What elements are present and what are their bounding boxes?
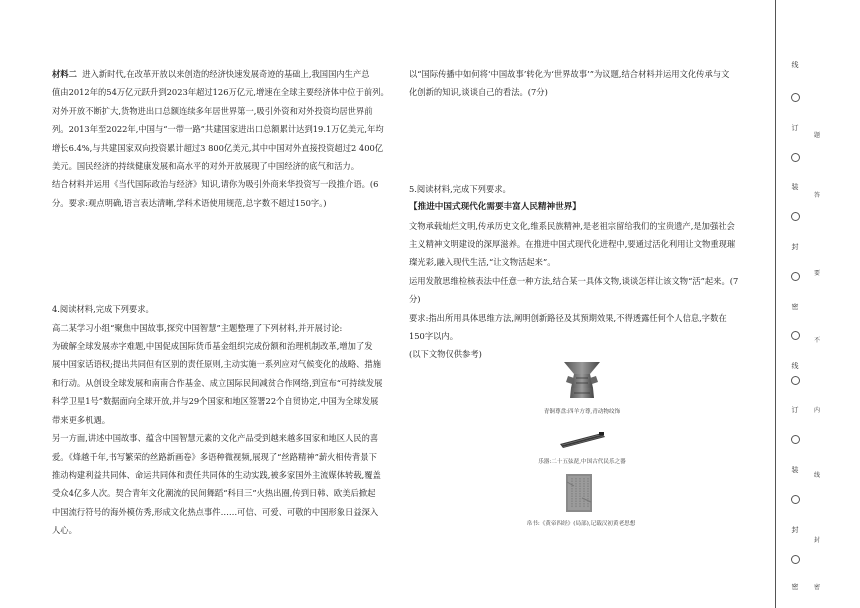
answer-space-1[interactable] — [52, 212, 397, 300]
binding-circle-4 — [791, 272, 800, 281]
q4-paragraph2-line2: 爱。《烽越千年,书写繁荣的丝路新画卷》多语种微视频,展现了“丝路精神”薪火相传背景下 — [52, 451, 377, 462]
material-two-line-6: 美元。国民经济的持续健康发展和高水平的对外开放展现了中国经济的底气和活力。 — [52, 161, 359, 172]
right-column — [409, 65, 759, 364]
material-two-question-1: 结合材料并运用《当代国际政治与经济》知识,请你为吸引外商来华投资写一段推介语。(6 — [52, 179, 379, 190]
binding-label-6: 线 — [813, 472, 820, 479]
question-4-title: 4.阅读材料,完成下列要求。 — [52, 304, 154, 315]
binding-mark-8: 装 — [791, 466, 799, 474]
q5-requirement-line1: 运用发散思维检核表法中任意一种方法,结合某一具体文物,谈谈怎样让该文物“活”起来。(7 — [409, 275, 739, 286]
zither-caption: 乐器:二十五弦琵,中国古代民乐之器 — [538, 459, 626, 465]
q4-paragraph2-line4: 受众4亿多人次。契合青年文化潮流的民间舞蹈“科目三”火热出圈,传到日韩、欧美后掀起 — [52, 488, 376, 499]
binding-circle-6 — [791, 376, 800, 385]
binding-mark-2: 订 — [791, 124, 799, 132]
q5-paragraph-line2: 主义精神文明建设的深厚滋养。在推进中国式现代化进程中,要通过活化利用让文物重现璀 — [409, 239, 736, 250]
binding-mark-5: 密 — [791, 303, 799, 311]
bronze-zun-caption: 青铜尊盘:四羊方尊,青动物纹饰 — [543, 409, 621, 415]
binding-line — [775, 0, 776, 608]
bronze-zun-image — [560, 358, 604, 402]
binding-mark-1: 线 — [791, 61, 799, 69]
q4-paragraph1-line2: 展中国家话语权;提出共同但有区别的责任原则,主动实施一系列应对气候变化的战略、措施 — [52, 359, 382, 370]
binding-circle-5 — [791, 331, 800, 340]
binding-circle-2 — [791, 153, 800, 162]
left-column — [52, 65, 397, 540]
q4-paragraph2-line5: 中国流行符号的海外模仿秀,形成文化热点事件……可信、可爱、可敬的中国形象日益深入 — [52, 506, 379, 517]
binding-label-7: 封 — [813, 537, 820, 544]
question-4-intro: 高二某学习小组“聚焦中国故事,探究中国智慧”主题整理了下列材料,并开展讨论: — [52, 322, 343, 333]
material-two-question-2: 分。要求:观点明确,语言表达清晰,学科术语使用规范,总字数不超过150字。) — [52, 197, 327, 208]
question-5-title: 5.阅读材料,完成下列要求。 — [409, 183, 511, 194]
q4-task-line1: 以“国际传播中如何将‘中国故事’转化为‘世界故事’”为议题,结合材料并运用文化传承与文 — [409, 69, 730, 79]
binding-mark-10: 密 — [791, 583, 799, 591]
binding-circle-7 — [791, 435, 800, 444]
zither-image — [557, 428, 607, 450]
binding-mark-3: 装 — [791, 183, 799, 191]
q5-paragraph-line1: 文物承载灿烂文明,传承历史文化,维系民族精神,是老祖宗留给我们的宝贵遗产,是加强社会 — [409, 220, 735, 231]
silk-manuscript-caption: 帛书:《黄帝四经》(局部),记载汉初黄老思想 — [526, 521, 636, 527]
q5-paragraph-line3: 璨光彩,融入现代生活,“让文物活起来”。 — [409, 257, 556, 268]
binding-mark-7: 订 — [791, 406, 799, 414]
q4-paragraph1-line3: 和行动。从创设全球发展和南南合作基金、成立国际民间减贫合作网络,到宣布“可持续发展 — [52, 377, 383, 388]
material-two-line-3: 对外开放不断扩大,货物进出口总额连续多年居世界第一,吸引外资和对外投资均居世界前 — [52, 105, 373, 116]
q4-paragraph1-line1: 为破解全球发展赤字难题,中国促成国际货币基金组织完成份额和治理机制改革,增加了发 — [52, 341, 373, 352]
binding-circle-1 — [791, 93, 800, 102]
material-two-line-1: 材料二 进入新时代,在改革开放以来创造的经济快速发展奇迹的基础上,我国国内生产总 — [52, 69, 370, 79]
q5-requirement-line2: 分) — [409, 294, 421, 305]
q4-task-line2: 化创新的知识,谈谈自己的看法。(7分) — [409, 87, 548, 98]
binding-label-2: 答 — [813, 192, 820, 199]
answer-space-2[interactable] — [409, 102, 759, 180]
binding-circle-8 — [791, 495, 800, 504]
question-5-heading: 【推进中国式现代化需要丰富人民精神世界】 — [409, 202, 581, 213]
q5-requirement-line4: 150字以内。 — [409, 331, 459, 342]
binding-circle-3 — [791, 212, 800, 221]
binding-mark-9: 封 — [791, 526, 799, 534]
q4-paragraph1-line5: 带来更多机遇。 — [52, 414, 111, 425]
binding-label-1: 题 — [813, 132, 820, 139]
binding-label-4: 不 — [813, 337, 820, 344]
material-two-label: 材料二 — [52, 69, 77, 79]
binding-mark-6: 线 — [791, 362, 799, 370]
q4-paragraph2-line1: 另一方面,讲述中国故事、蕴含中国智慧元素的文化产品受到越来越多国家和地区人民的喜 — [52, 433, 379, 444]
material-two-line-5: 增长6.4%,与共建国家双向投资累计超过3 800亿美元,其中中国对外直接投资超过2 400亿 — [52, 142, 384, 153]
q5-requirement-line3: 要求:指出所用具体思维方法,阐明创新路径及其预期效果,不得透露任何个人信息,字数在 — [409, 312, 727, 323]
silk-manuscript-image — [564, 472, 594, 514]
material-two-line-4: 列。2013年至2022年,中国与“一带一路”共建国家进出口总额累计达到19.1万亿美元,年均 — [52, 124, 384, 135]
q4-paragraph2-line6: 人心。 — [52, 525, 77, 536]
binding-circle-9 — [791, 555, 800, 564]
q5-reference-note: (以下文物仅供参考) — [409, 349, 482, 360]
binding-label-8: 密 — [813, 584, 820, 591]
q4-paragraph2-line3: 推动构建利益共同体、命运共同体和责任共同体的生动实践,被多家国外主流媒体转载,覆盖 — [52, 469, 381, 480]
material-two-line-2: 值由2012年的54万亿元跃升到2023年超过126万亿元,增速在全球主要经济体中位于前列。 — [52, 87, 389, 98]
binding-mark-4: 封 — [791, 243, 799, 251]
binding-label-5: 内 — [813, 407, 820, 414]
binding-label-3: 要 — [813, 270, 820, 277]
q4-paragraph1-line4: 科学卫星1号”数据面向全球开放,并与29个国家和地区签署22个自贸协定,中国为全球发展 — [52, 396, 379, 407]
